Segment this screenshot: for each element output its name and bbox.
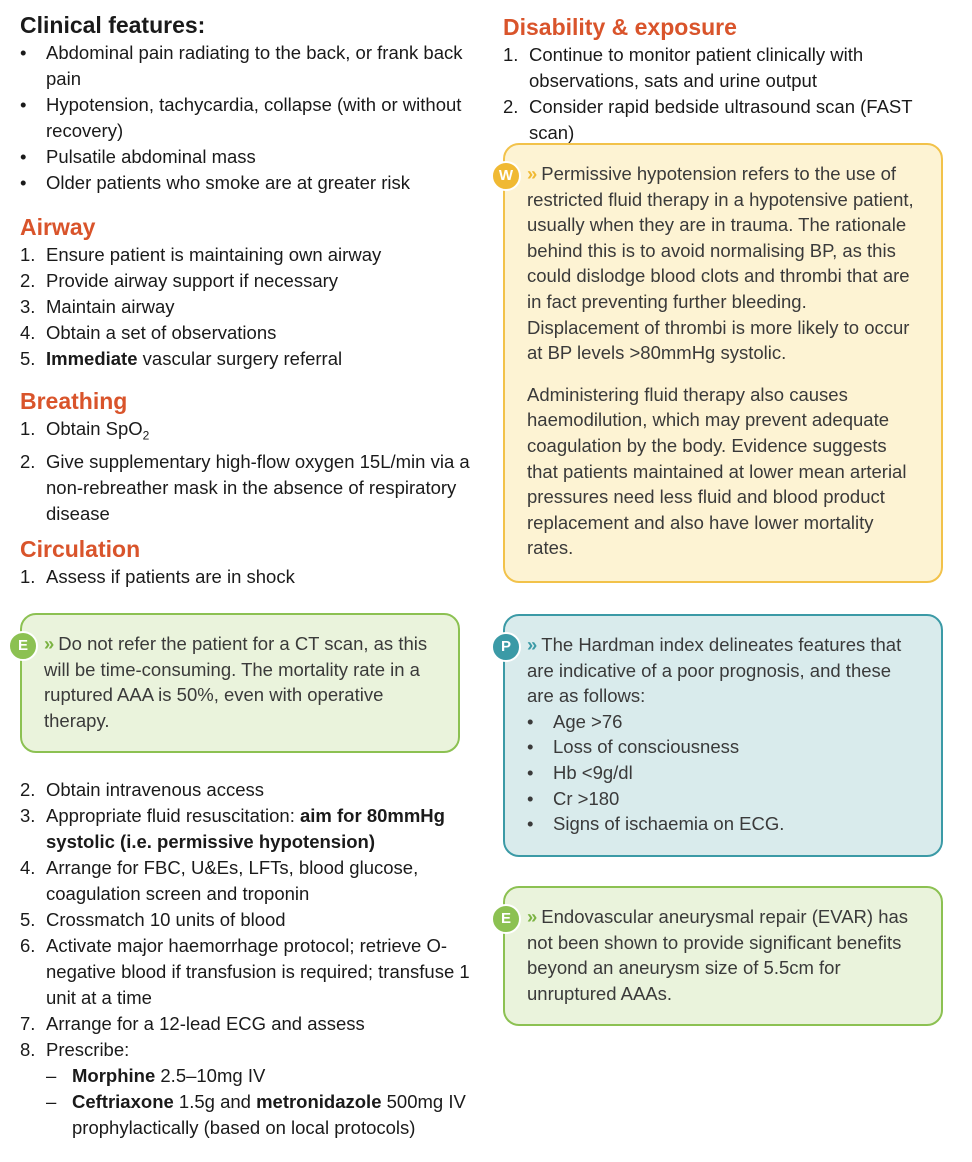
list-item: 4. Arrange for FBC, U&Es, LFTs, blood glucose, coagulation screen and troponin bbox=[20, 857, 419, 904]
tip-box-w: W » Permissive hypotension refers to the use of restricted fluid therapy in a hypotensive patient, usually when they are in trauma. The rationale behind this is to avoid normalising BP, as this could dislodge blood clots and thrombi that are in fact preventing further bleeding. Displacement of thrombi is more likely to occur at BP levels >80mmHg systolic. Administering fluid therapy also causes haemodilution, which may prevent adequate coagulation by the body. Evidence suggests that patients maintained at lower mean arterial pressures need less fluid and blood product replacement and also have lower mortality rates. bbox=[503, 143, 943, 583]
list-item: – Morphine 2.5–10mg IV bbox=[46, 1065, 266, 1086]
circulation-continued bbox=[20, 777, 470, 1141]
disability-list bbox=[503, 42, 948, 146]
list-item: 3. Appropriate fluid resuscitation: aim for 80mmHg systolic (i.e. permissive hypotension) bbox=[20, 805, 445, 852]
list-item: • Age >76 bbox=[527, 709, 921, 735]
airway-list bbox=[20, 242, 470, 372]
hardman-index-list bbox=[527, 709, 921, 837]
list-item: 2. Obtain intravenous access bbox=[20, 779, 265, 800]
list-item: 1. Obtain SpO$_2$ bbox=[20, 418, 150, 443]
airway-heading: Airway bbox=[20, 214, 96, 240]
clinical-features-list bbox=[20, 40, 470, 196]
list-item: • Pulsatile abdominal mass bbox=[20, 144, 470, 170]
list-item: 1. Assess if patients are in shock bbox=[20, 566, 295, 587]
list-item: 2. Consider rapid bedside ultrasound scan (FAST scan) bbox=[503, 96, 913, 143]
list-item: – Ceftriaxone 1.5g and metronidazole 500mg IV prophylactically (based on local protocols) bbox=[46, 1091, 466, 1138]
list-item: • Signs of ischaemia on ECG. bbox=[527, 811, 921, 837]
chevron-icon: » bbox=[44, 633, 55, 654]
list-item: 6. Activate major haemorrhage protocol; retrieve O-negative blood if transfusion is required; transfuse 1 unit at a time bbox=[20, 935, 470, 1008]
chevron-icon: » bbox=[527, 906, 538, 927]
list-item: 3. Maintain airway bbox=[20, 296, 175, 317]
disability-section bbox=[503, 12, 948, 146]
w-badge-icon: W bbox=[491, 161, 521, 191]
breathing-heading: Breathing bbox=[20, 388, 128, 414]
list-item: • Abdominal pain radiating to the back, or frank back pain bbox=[20, 40, 470, 92]
chevron-icon: » bbox=[527, 163, 538, 184]
clinical-features-heading: Clinical features: bbox=[20, 12, 206, 38]
list-item: 4. Obtain a set of observations bbox=[20, 322, 277, 343]
tip-box-e1: E » Do not refer the patient for a CT scan, as this will be time-consuming. The mortality rate in a ruptured AAA is 50%, even with operative therapy. bbox=[20, 613, 460, 753]
e-badge-icon: E bbox=[8, 631, 38, 661]
list-item: • Hypotension, tachycardia, collapse (with or without recovery) bbox=[20, 92, 470, 144]
p-badge-icon: P bbox=[491, 632, 521, 662]
breathing-section bbox=[20, 386, 470, 527]
prescription-list bbox=[20, 1063, 470, 1141]
list-item: 1. Continue to monitor patient clinically with observations, sats and urine output bbox=[503, 44, 864, 91]
list-item: • Cr >180 bbox=[527, 786, 921, 812]
circulation-list bbox=[20, 777, 470, 1063]
tip-box-e2: E » Endovascular aneurysmal repair (EVAR) has not been shown to provide significant benefits beyond an aneurysm size of 5.5cm for unruptured AAAs. bbox=[503, 886, 943, 1026]
circulation-heading: Circulation bbox=[20, 536, 141, 562]
list-item: 7. Arrange for a 12-lead ECG and assess bbox=[20, 1013, 365, 1034]
chevron-icon: » bbox=[527, 634, 538, 655]
list-item: 8. Prescribe: bbox=[20, 1039, 130, 1060]
list-item: 2. Provide airway support if necessary bbox=[20, 270, 339, 291]
disability-heading: Disability & exposure bbox=[503, 14, 737, 40]
list-item: 2. Give supplementary high-flow oxygen 15L/min via a non-rebreather mask in the absence of respiratory disease bbox=[20, 450, 470, 524]
list-item: 5. Immediate vascular surgery referral bbox=[20, 348, 343, 369]
list-item: • Loss of consciousness bbox=[527, 734, 921, 760]
breathing-list bbox=[20, 416, 470, 527]
list-item: • Older patients who smoke are at greater risk bbox=[20, 170, 470, 196]
circulation-section bbox=[20, 534, 470, 590]
clinical-features-section bbox=[20, 10, 470, 196]
e-badge-icon: E bbox=[491, 904, 521, 934]
tip-box-p: P » The Hardman index delineates features that are indicative of a poor prognosis, and these are as follows: • Age >76 • Loss of consciousness • Hb <9g/dl • Cr >180 • Signs of ischaemia on ECG. bbox=[503, 614, 943, 857]
list-item: 5. Crossmatch 10 units of blood bbox=[20, 909, 286, 930]
list-item: 1. Ensure patient is maintaining own airway bbox=[20, 244, 382, 265]
circulation-list-first bbox=[20, 564, 470, 590]
airway-section bbox=[20, 212, 470, 372]
list-item: • Hb <9g/dl bbox=[527, 760, 921, 786]
